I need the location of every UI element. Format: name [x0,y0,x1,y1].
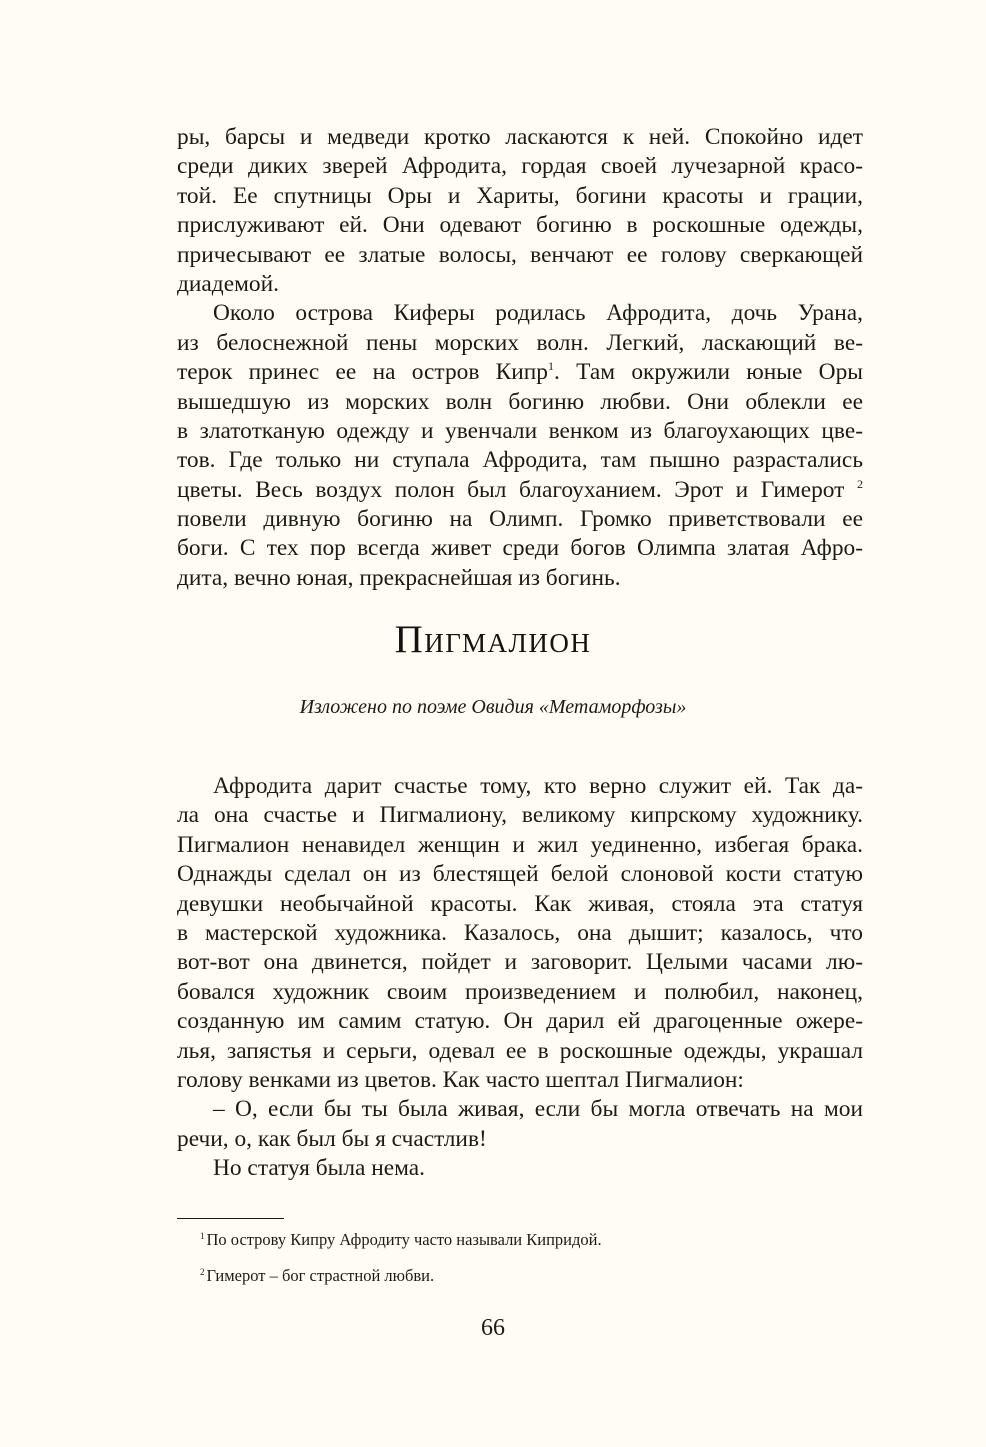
text-line: лья, запястья и серьги, одевал ее в роскошные одежды, украшал [177,1037,863,1064]
text-line: в мастерской художника. Казалось, она дышит; казалось, что [177,919,863,946]
text-segment: терок принес ее на остров Кипр [177,359,548,386]
dialogue-line: – О, если бы ты была живая, если бы могла отвечать на мои [213,1096,863,1123]
text-line: бовался художник своим произведением и полюбил, наконец, [177,978,863,1005]
footnote-divider [177,1218,284,1219]
footnote-marker: 2 [200,1267,205,1277]
paragraph-pygmalion [177,772,863,1095]
text-line: голову венками из цветов. Как часто шептал Пигмалион: [177,1066,744,1093]
text-line: причесывают ее златые волосы, венчают ее голову сверкающей [177,241,863,268]
text-line: среди диких зверей Афродита, гордая своей лучезарной красо- [177,153,863,180]
paragraph-aphrodite-attendants [177,123,863,299]
text-segment: цветы. Весь воздух полон был благоуханием. Эрот и Гимерот [177,476,845,503]
text-line: Однажды сделал он из блестящей белой слоновой кости статую [177,861,863,888]
body-text-pygmalion [177,772,863,1183]
text-line: повели дивную богиню на Олимп. Громко приветствовали ее [177,506,863,533]
paragraph-aphrodite-birth [177,299,863,593]
footnote-text: Гимерот – бог страстной любви. [206,1266,435,1285]
text-line: Афродита дарит счастье тому, кто верно служит ей. Так да- [213,773,863,799]
text-line: вот-вот она двинется, пойдет и заговорит. Целыми часами лю- [177,949,863,976]
footnote-2 [200,1266,434,1286]
text-line: прислуживают ей. Они одевают богиню в роскошные одежды, [177,212,863,239]
text-line: из белоснежной пены морских волн. Легкий, ласкающий ве- [177,329,863,356]
footnote-reference-2[interactable]: 2 [857,476,863,491]
text-line-with-footnote [177,476,863,505]
text-line: дита, вечно юная, прекраснейшая из богинь. [177,564,621,591]
chapter-title: Пигмалион [394,618,592,661]
text-line: Около острова Киферы родилась Афродита, дочь Урана, [213,300,863,327]
text-segment: . Там окружили юные Оры [554,359,863,386]
text-line: ла она счастье и Пигмалиону, великому кипрскому художнику. [177,802,863,829]
footnote-1 [200,1230,602,1250]
footnote-text: По острову Кипру Афродиту часто называли Кипридой. [206,1230,602,1249]
footnote-reference-1[interactable]: 1 [548,359,554,374]
text-line: Пигмалион ненавидел женщин и жил уединенно, избегая брака. [177,831,863,858]
text-line: ры, барсы и медведи кротко ласкаются к ней. Спокойно идет [177,124,863,150]
text-line: той. Ее спутницы Оры и Хариты, богини красоты и грации, [177,182,863,209]
footnote-marker: 1 [200,1231,205,1241]
text-line: тов. Где только ни ступала Афродита, там пышно разрастались [177,447,863,474]
text-line: боги. С тех пор всегда живет среди богов Олимпа златая Афро- [177,535,863,562]
text-line: в златотканую одежду и увенчали венком из благоухающих цве- [177,417,863,444]
page-number: 66 [481,1315,505,1341]
body-text-top [177,123,863,593]
paragraph-statue-mute [177,1154,863,1183]
text-line: диадемой. [177,270,279,297]
text-line: вышедшую из морских волн богиню любви. Они облекли ее [177,388,863,415]
chapter-subtitle: Изложено по поэме Овидия «Метаморфозы» [299,696,687,718]
paragraph-dialogue [177,1095,863,1154]
text-line: созданную им самим статую. Он дарил ей драгоценные ожере- [177,1008,863,1035]
text-line: Но статуя была нема. [213,1155,426,1182]
text-line: речи, о, как был бы я счастлив! [177,1125,487,1152]
text-line-with-footnote [177,358,863,387]
text-line: девушки необычайной красоты. Как живая, стояла эта статуя [177,890,863,917]
